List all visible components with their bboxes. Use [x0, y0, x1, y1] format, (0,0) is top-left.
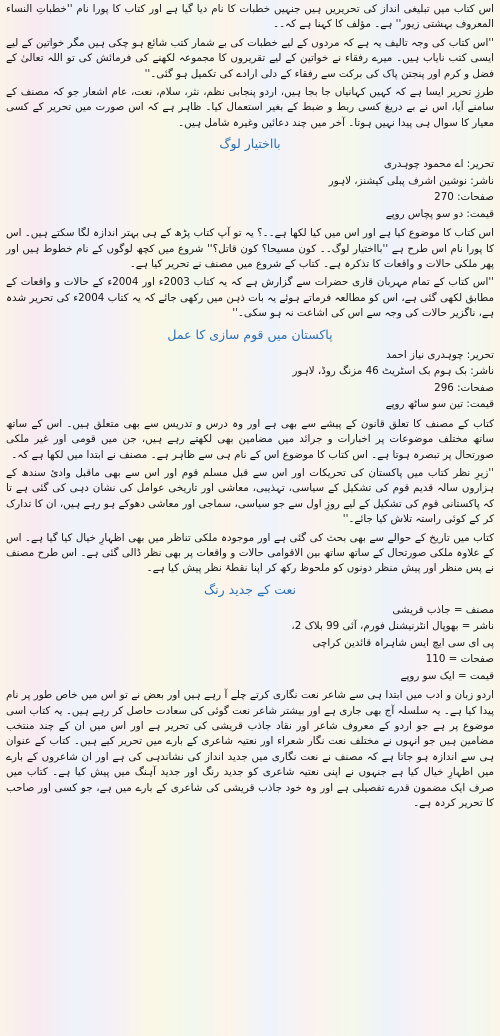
book-author: تحریر: چوہدری نیاز احمد — [386, 348, 494, 361]
review-paragraph: کتاب کے مصنف کا تعلق قانون کے پیشے سے بھی ہے اور وہ درس و تدریس سے بھی متعلق ہیں۔ اس کے ساتھ ساتھ مختلف موضوعات پر اخبارات و جرائد میں مضامین بھی لکھتے رہے ہیں، جن میں قومی اور غیر ملکی صورتحال پر تبصرہ ہوتا ہے۔ اس کتاب کا موضوع اس کے نام ہی سے ظاہر ہے۔ مصنف نے ابتدا میں لکھا ہے کہ۔ — [6, 417, 494, 461]
book-pages: صفحات: 296 — [434, 381, 494, 394]
book-pages: صفحات = 110 — [425, 653, 494, 666]
book-author: مصنف = جاذب قریشی — [392, 603, 494, 616]
review-paragraph: اس کتاب کا موضوع کیا ہے اور اس میں کیا لکھا ہے۔۔؟ یہ تو آپ کتاب پڑھ کے ہی بہتر اندازہ لگا سکتے ہیں۔ اس کا پورا نام اس طرح ہے ''بااختیار لوگ۔۔ کون مسیحا؟ کون قاتل؟'' شروع میں کچھ لوگوں کے نام خطوط ہیں اور پھر ملکی حالات و واقعات کا تذکرہ ہے۔ کتاب کے شروع میں مصنف نے تحریر کیا ہے۔ — [6, 227, 494, 271]
book-title: نعت کے جدید رنگ — [203, 581, 296, 597]
intro-paragraph: اس کتاب میں تبلیغی انداز کی تحریریں ہیں جنہیں خطبات کا نام دیا گیا ہے اور کتاب کا پورا نام ''خطباتِ النساء المعروف بہشتی زیور'' ہے۔ مؤلف کا کہنا ہے کہ۔۔ — [6, 3, 494, 31]
book-publisher: ناشر = بھوپال انٹرنیشنل فورم، آئی 99 بلاک 2، — [291, 620, 494, 633]
intro-quote: ''اس کتاب کی وجہ تالیف یہ ہے کہ مردوں کے لیے خطبات کی بے شمار کتب شائع ہو چکی ہیں مگر خواتین کے لیے ایسی کتب نایاب ہیں۔ میرے رفقاء نے خواتین کے لیے تقریروں کا مجموعہ لکھنے کی فرمائش کی تو اللہ تعالیٰ کے فضل و کرم اور پنجتن پاک کی برکت سے رفقاء کے دلی ارادے کی تکمیل ہو گئی۔'' — [6, 36, 494, 80]
book-review-naat-ke-jadeed-rang — [6, 581, 494, 812]
review-paragraph: کتاب میں تاریخ کے حوالے سے بھی بحث کی گئی ہے اور موجودہ ملکی تناظر میں بھی اظہارِ خیال کیا گیا ہے۔ اس کے علاوہ ملکی صورتحال کے ساتھ ساتھ بین الاقوامی حالات و واقعات پر بھی نظر ڈالی گئی ہے۔ اس طرح مصنف نے پس منظر اور پیش منظر دونوں کو ملحوظ رکھ کر اپنا نقطۂ نظر پیش کیا ہے۔ — [6, 531, 494, 575]
book-author: تحریر: اے محمود چوہدری — [383, 158, 494, 171]
book-review-qaum-sazi — [6, 326, 494, 577]
intro-paragraph: طرزِ تحریر ایسا ہے کہ کہیں کہانیاں جا بجا ہیں، اردو پنجابی نظم، نثر، سلام، نعت، عام اشعار جو کہ مصنف کے سامنے آیا، اس نے بے دریغ کسی ربط و ضبط کے بغیر استعمال کیا۔ ظاہر ہے کہ اس صورت میں تحریر کے کسی معیار کا سوال ہی پیدا نہیں ہوتا۔ آخر میں چند دعائیں وغیرہ شامل ہیں۔ — [6, 86, 494, 129]
book-price: قیمت: تین سو ساٹھ روپے — [385, 398, 494, 411]
book-publisher: ناشر: نوشین اشرف پبلی کیشنز، لاہور — [328, 174, 494, 187]
review-paragraph: اردو زبان و ادب میں ابتدا ہی سے شاعر نعت نگاری کرتے چلے آ رہے ہیں اور بعض نے تو اس میں خاص طور پر نام پیدا کیا ہے۔ یہ سلسلہ آج بھی جاری ہے اور بیشتر شاعر نعت گوئی کی سعادت حاصل کر رہے ہیں۔ یہ کتاب اسی موضوع پر ہے جو اردو کے معروف شاعر اور نقاد جاذب قریشی کی تحریر ہے اور اس میں ان کے چند منتخب مضامین ہیں جو انہوں نے مختلف نعت نگار شعراء اور نعتیہ شاعری کے بارے میں تحریر کیے ہیں۔ کتاب کے عنوان ہی سے اندازہ ہو جاتا ہے کہ مصنف نے نعت نگاری میں جدید انداز کی نشاندہی کی ہے اور ان شاعروں کے بارے میں اظہارِ خیال کیا ہے جنہوں نے اپنی نعتیہ شاعری کو جدید رنگ اور جدید آہنگ میں پیش کیا ہے۔ کتاب میں صرف ایک مضمون قدرے تفصیلی ہے اور وہ خود جاذب قریشی کی شاعری کے بارے میں ہے، جو کسی اور صاحب کا تحریر کردہ ہے۔ — [6, 689, 494, 810]
book-title: پاکستان میں قوم سازی کا عمل — [167, 326, 333, 342]
review-quote: ''اس کتاب کے تمام مہربان قاری حضرات سے گزارش ہے کہ یہ کتاب 2003ء اور 2004ء کے حالات و واقعات کے مطابق لکھی گئی ہے، اس کو مطالعہ فرماتے ہوئے یہ بات ذہن میں رکھی جائے کہ یہ کتاب 2004ء کی تحریر شدہ ہے، ناگزیر حالات کی وجہ سے اس کی اشاعت نہ ہو سکی۔'' — [6, 276, 494, 320]
review-quote: ''زیرِ نظر کتاب میں پاکستان کی تحریکات اور اس سے قبل مسلم قوم اور اس سے بھی ماقبل وادیٔ سندھ کے ہزاروں سالہ قدیم قوم کی تشکیل کے سیاسی، تہذیبی، معاشی اور تاریخی عوامل کی نشان دہی کی گئی ہے تا کہ پاکستانی قوم کی تشکیل کے لیے روزِ اول سے جو سیاسی، سماجی اور معاشی دھوکے ہو رہے ہیں، ان کا تدارک کر کے کوئی راستہ تلاش کیا جائے۔'' — [6, 466, 494, 526]
book-pages: صفحات: 270 — [434, 191, 494, 204]
book-publisher-address: پی ای سی ایچ ایس شاہراہ قائدین کراچی — [312, 636, 494, 649]
book-publisher: ناشر: بک ہوم بک اسٹریٹ 46 مزنگ روڈ، لاہور — [292, 365, 494, 378]
book-review-baikhtiyar-log — [6, 135, 494, 321]
intro-section — [6, 2, 494, 131]
book-title: بااختیار لوگ — [219, 136, 281, 152]
book-price: قیمت = ایک سو روپے — [400, 669, 494, 682]
book-price: قیمت: دو سو پچاس روپے — [385, 207, 494, 220]
